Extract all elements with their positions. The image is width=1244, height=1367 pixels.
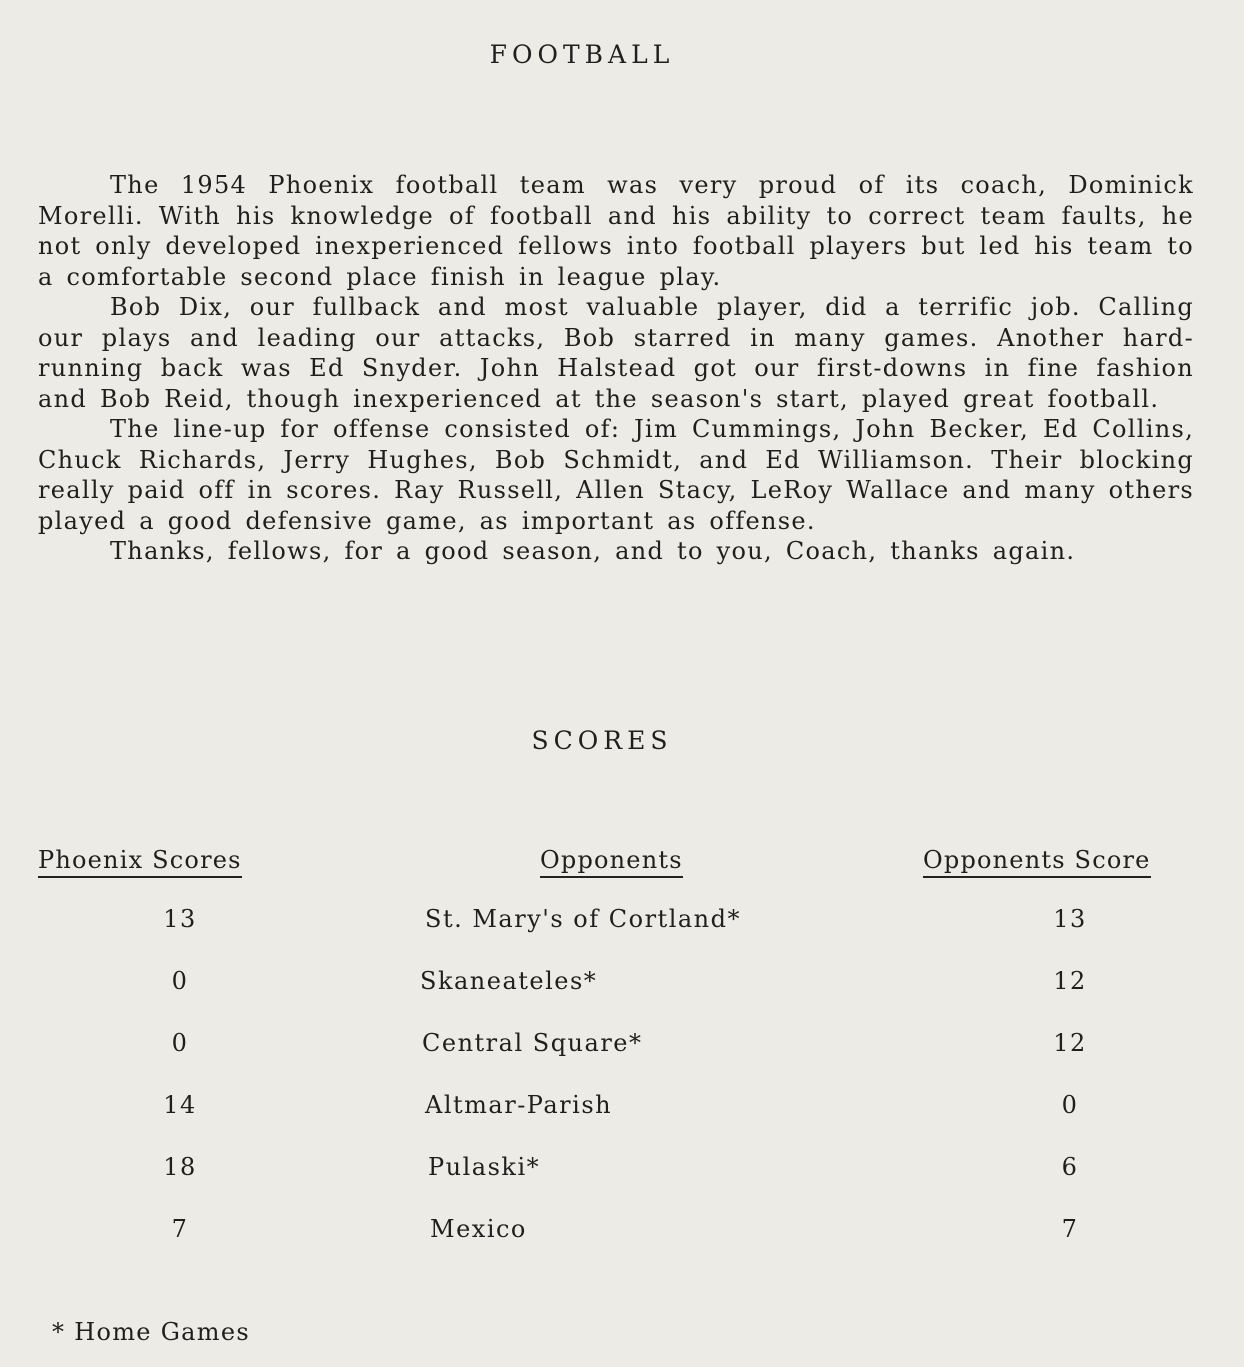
phoenix-score: 0 (171, 967, 189, 995)
phoenix-score: 7 (171, 1215, 189, 1243)
scores-heading: SCORES (531, 726, 673, 755)
scores-table (0, 905, 1244, 1277)
opponent-name: Altmar-Parish (425, 1091, 613, 1119)
paragraph-backs: Bob Dix, our fullback and most valuable player, did a terrific job. Calling our plays and leading our attacks, Bob starred in many games. Another hard-running back was Ed Snyder. John Halstead got our first-downs in fine fashion and Bob Reid, though inexperienced at the season's start, played great football. (38, 293, 1194, 413)
phoenix-score: 18 (163, 1153, 197, 1181)
table-row (0, 905, 1244, 967)
table-row (0, 1153, 1244, 1215)
table-row (0, 1091, 1244, 1153)
phoenix-score: 14 (163, 1091, 197, 1119)
opponent-score: 13 (1053, 905, 1087, 933)
opponent-name: St. Mary's of Cortland* (425, 905, 741, 933)
opponent-score: 12 (1053, 1029, 1087, 1057)
article-body (38, 170, 1194, 567)
opponent-score: 7 (1061, 1215, 1079, 1243)
phoenix-score: 0 (171, 1029, 189, 1057)
table-row (0, 1215, 1244, 1277)
page-title: FOOTBALL (489, 40, 675, 69)
column-header-phoenix-scores: Phoenix Scores (38, 846, 242, 878)
column-header-opponents-score: Opponents Score (923, 846, 1151, 878)
opponent-name: Skaneateles* (420, 967, 598, 995)
phoenix-score: 13 (163, 905, 197, 933)
home-games-footnote: * Home Games (52, 1318, 250, 1346)
paragraph-lineup: The line-up for offense consisted of: Jim Cummings, John Becker, Ed Collins, Chuck Richards, Jerry Hughes, Bob Schmidt, and Ed Williamson. Their blocking really paid off in scores. Ray Russell, Allen Stacy, LeRoy Wallace and many others played a good defensive game, as important as offense. (38, 415, 1194, 535)
table-row (0, 1029, 1244, 1091)
opponent-score: 0 (1061, 1091, 1079, 1119)
table-row (0, 967, 1244, 1029)
opponent-name: Central Square* (422, 1029, 643, 1057)
opponent-name: Mexico (430, 1215, 527, 1243)
paragraph-coach: The 1954 Phoenix football team was very proud of its coach, Dominick Morelli. With his knowledge of football and his ability to correct team faults, he not only developed inexperienced fellows into football players but led his team to a comfortable second place finish in league play. (38, 171, 1194, 291)
opponent-name: Pulaski* (428, 1153, 541, 1181)
paragraph-thanks: Thanks, fellows, for a good season, and to you, Coach, thanks again. (110, 537, 1076, 565)
opponent-score: 6 (1061, 1153, 1079, 1181)
opponent-score: 12 (1053, 967, 1087, 995)
column-header-opponents: Opponents (540, 846, 683, 878)
